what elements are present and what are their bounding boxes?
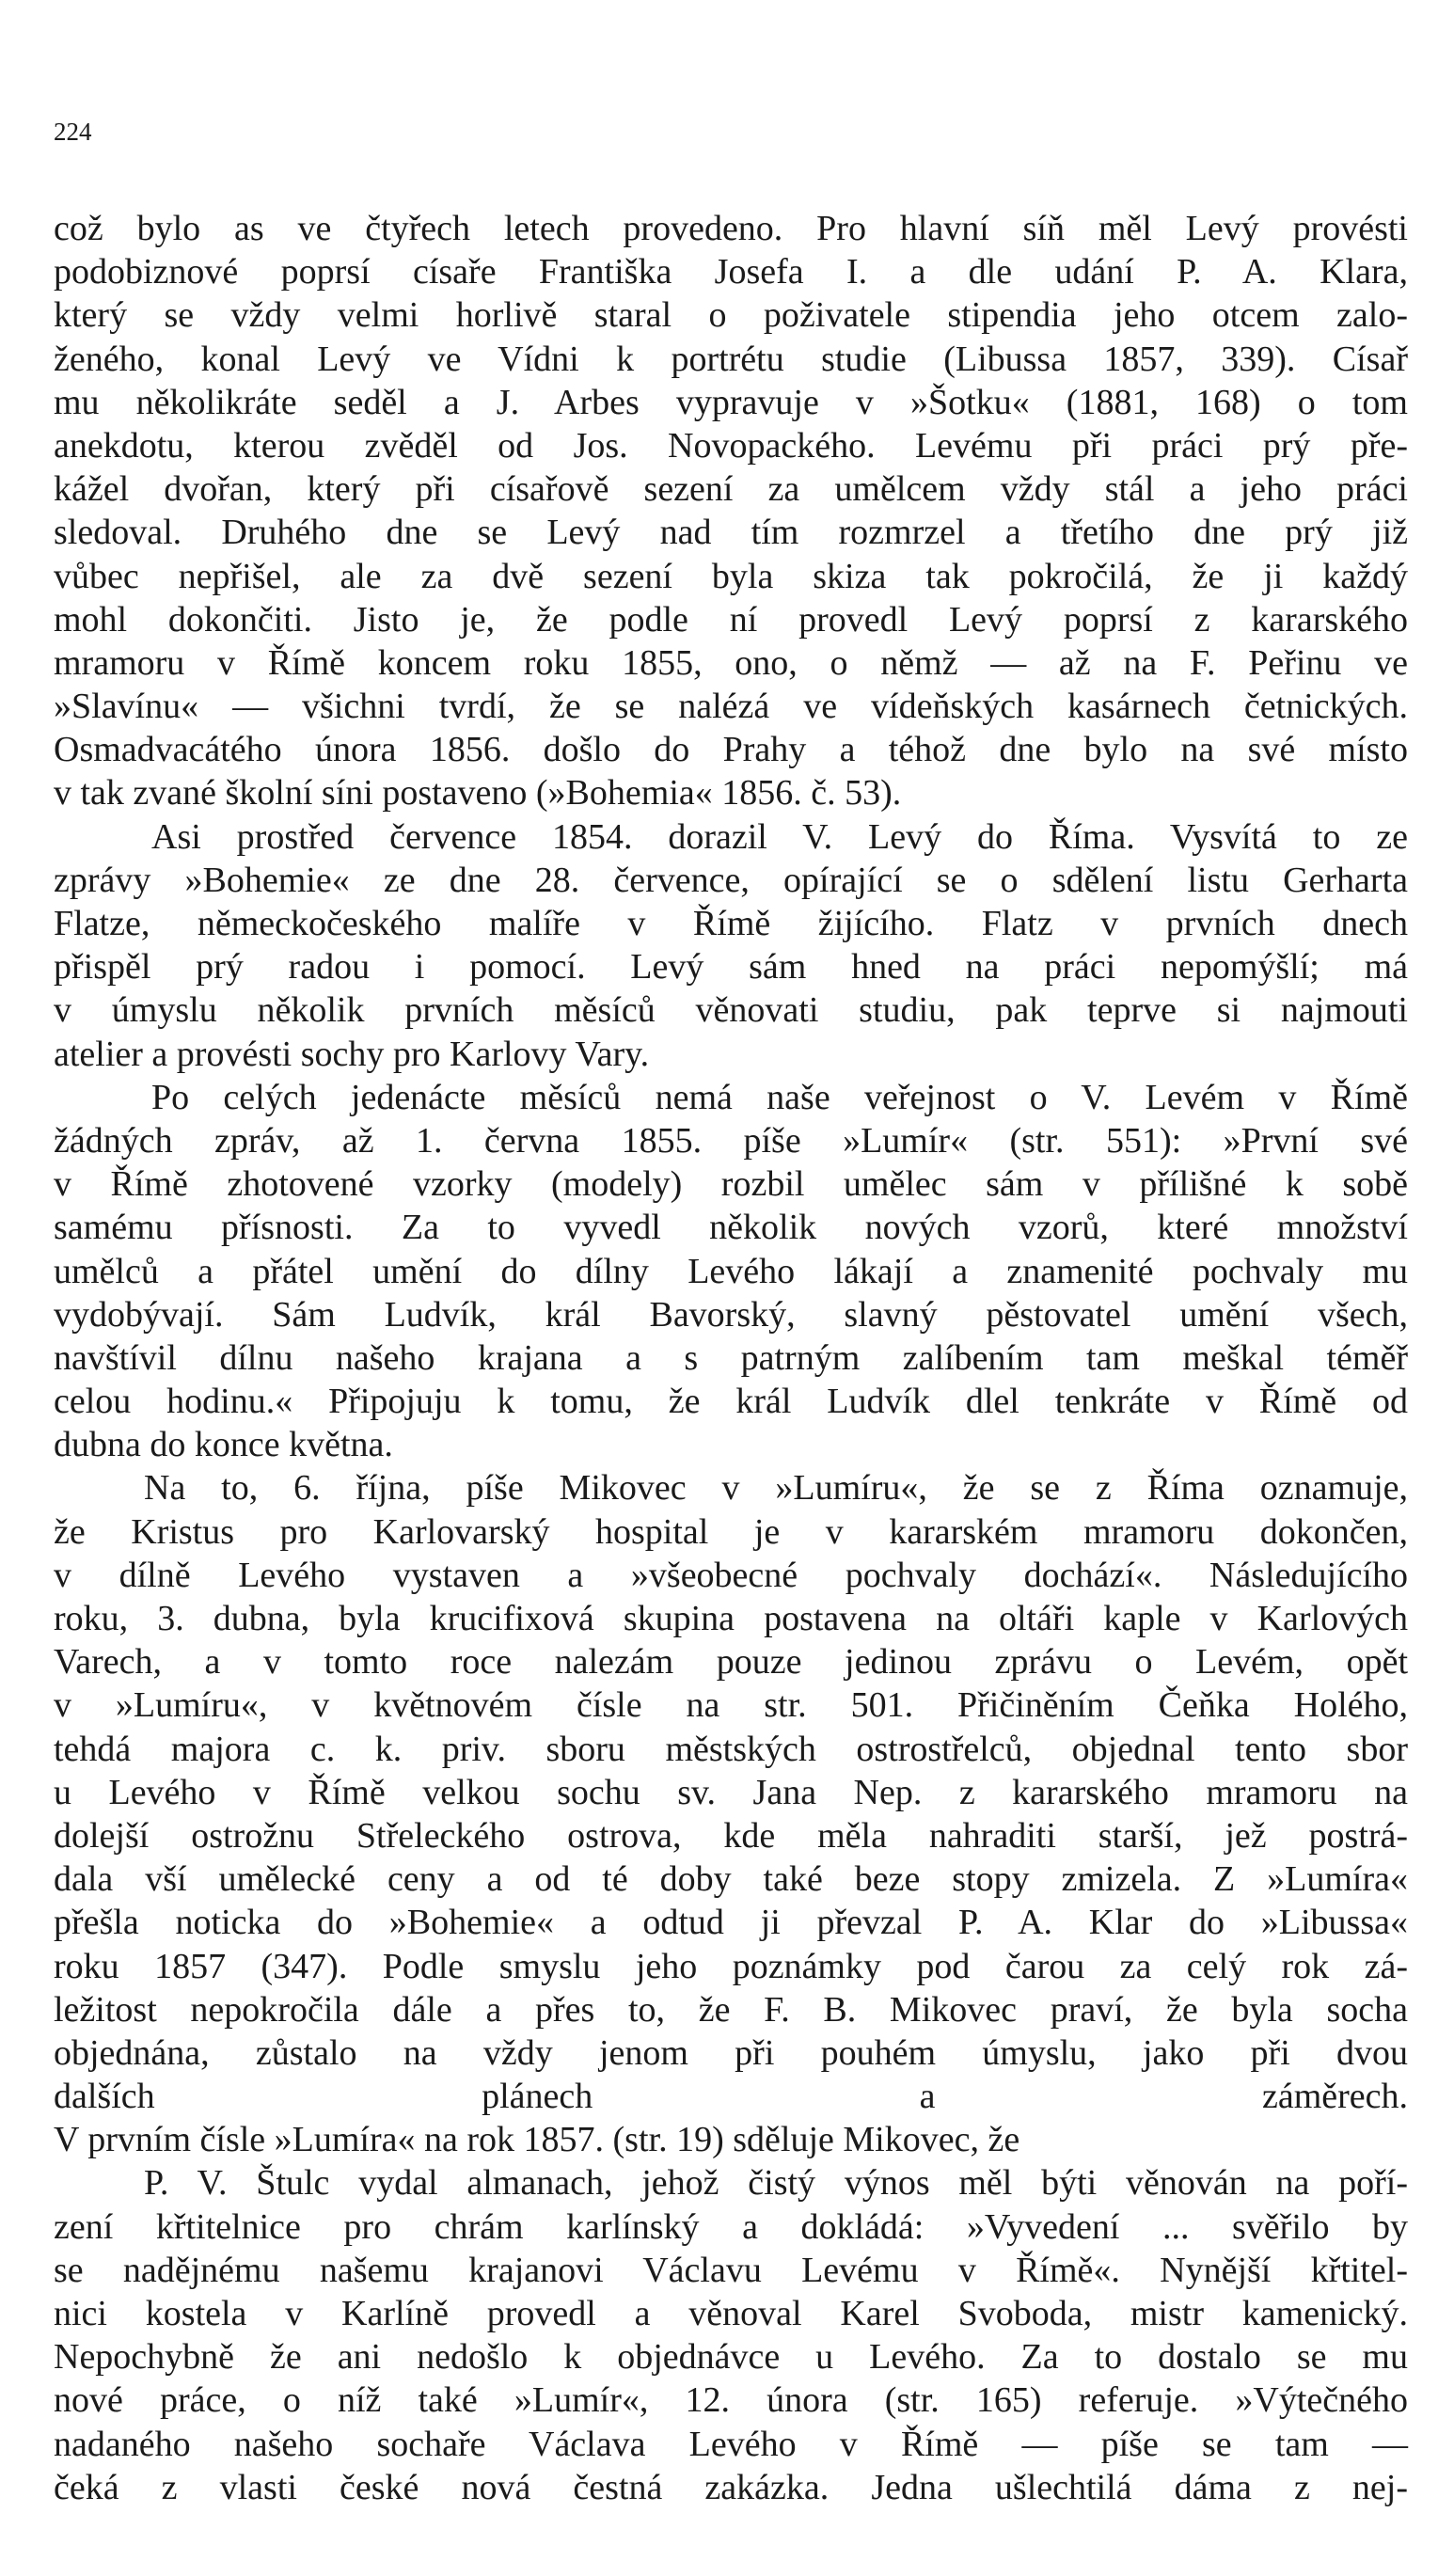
text-line: mohl dokončiti. Jisto je, že podle ní provedl Levý poprsí z kararského	[54, 599, 1408, 640]
text-line: že Kristus pro Karlovarský hospital je v kararském mramoru dokončen,	[54, 1511, 1408, 1552]
text-line: navštívil dílnu našeho krajana a s patrným zalíbením tam meškal téměř	[54, 1337, 1408, 1378]
text-line: Flatze, německočeského malíře v Římě žijícího. Flatz v prvních dnech	[54, 904, 1408, 943]
text-line: mramoru v Římě koncem roku 1855, ono, o němž — až na F. Peřinu ve	[54, 642, 1408, 683]
text-line: mu několikráte seděl a J. Arbes vypravuje v »Šotku« (1881, 168) o tom	[54, 382, 1408, 422]
text-line: přešla noticka do »Bohemie« a odtud ji převzal P. A. Klar do »Libussa«	[54, 1903, 1408, 1943]
text-line	[54, 2509, 1408, 2552]
text-line: zprávy »Bohemie« ze dne 28. července, opírající se o sdělení listu Gerharta	[54, 860, 1408, 900]
text-line: dolejší ostrožnu Střeleckého ostrova, kde měla nahraditi starší, jež postrá-	[54, 1815, 1408, 1856]
text-line: umělců a přátel umění do dílny Levého lákají a znamenité pochvaly mu	[54, 1251, 1408, 1291]
text-line: nici kostela v Karlíně provedl a věnoval Karel Svoboda, mistr kamenický.	[54, 2294, 1408, 2333]
text-line: zení křtitelnice pro chrám karlínský a dokládá: »Vyvedení ... svěřilo by	[54, 2206, 1408, 2247]
text-line: čeká z vlasti české nová čestná zakázka. Jedna ušlechtilá dáma z nej-	[54, 2467, 1408, 2507]
text-line: což bylo as ve čtyřech letech provedeno. Pro hlavní síň měl Levý provésti	[54, 209, 1408, 248]
text-line: v dílně Levého vystaven a »všeobecné pochvaly dochází«. Následujícího	[54, 1555, 1408, 1595]
text-line: roku, 3. dubna, byla krucifixová skupina postavena na oltáři kaple v Karlových	[54, 1599, 1408, 1638]
text-line: podobiznové poprsí císaře Františka Josefa I. a dle udání P. A. Klara,	[54, 252, 1408, 292]
text-line: tehdá majora c. k. priv. sboru městských ostrostřelců, objednal tento sbor	[54, 1729, 1408, 1769]
text-line: v Římě zhotovené vzorky (modely) rozbil umělec sám v přílišné k sobě	[54, 1164, 1408, 1205]
text-line: se nadějnému našemu krajanovi Václavu Levému v Římě«. Nynější křtitel-	[54, 2250, 1408, 2290]
body-text	[54, 207, 1408, 2552]
text-line: Varech, a v tomto roce nalezám pouze jedinou zprávu o Levém, opět	[54, 1642, 1408, 1683]
text-line: sledoval. Druhého dne se Levý nad tím rozmrzel a třetího dne prý již	[54, 513, 1408, 553]
text-line: Osmadvacátého února 1856. došlo do Prahy a téhož dne bylo na své místo	[54, 730, 1408, 770]
text-line: vůbec nepřišel, ale za dvě sezení byla skiza tak pokročilá, že ji každý	[54, 556, 1408, 596]
text-line: žádných zpráv, až 1. června 1855. píše »Lumír« (str. 551): »První své	[54, 1120, 1408, 1161]
paragraph-end-line: v tak zvané školní síni postaveno (»Bohemia« 1856. č. 53).	[54, 773, 902, 814]
text-line: dala vší umělecké ceny a od té doby také beze stopy zmizela. Z »Lumíra«	[54, 1859, 1408, 1900]
paragraph-start-line: Asi prostřed července 1854. dorazil V. Levý do Říma. Vysvítá to ze	[151, 816, 1408, 857]
paragraph-end-line: dubna do konce května.	[54, 1425, 393, 1465]
text-line: anekdotu, kterou zvěděl od Jos. Novopackého. Levému při práci prý pře-	[54, 425, 1408, 466]
text-line: u Levého v Římě velkou sochu sv. Jana Nep. z kararského mramoru na	[54, 1772, 1408, 1812]
text-line: nadaného našeho sochaře Václava Levého v Římě — píše se tam —	[54, 2424, 1408, 2464]
text-line: Nepochybně že ani nedošlo k objednávce u Levého. Za to dostalo se mu	[54, 2337, 1408, 2378]
text-line: celou hodinu.« Připojuju k tomu, že král Ludvík dlel tenkráte v Římě od	[54, 1382, 1408, 1422]
text-line: v úmyslu několik prvních měsíců věnovati studiu, pak teprve si najmouti	[54, 990, 1408, 1031]
text-line: roku 1857 (347). Podle smyslu jeho poznámky pod čarou za celý rok zá-	[54, 1946, 1408, 1986]
text-line: »Slavínu« — všichni tvrdí, že se nalézá ve vídeňských kasárnech četnických.	[54, 687, 1408, 727]
text-line: nové práce, o níž také »Lumír«, 12. února (str. 165) referuje. »Výtečného	[54, 2380, 1408, 2421]
text-line: ležitost nepokročila dále a přes to, že F. B. Mikovec praví, že byla socha	[54, 1989, 1408, 2030]
text-line: který se vždy velmi horlivě staral o poživatele stipendia jeho otcem zalo-	[54, 295, 1408, 336]
text-line: samému přísnosti. Za to vyvedl několik nových vzorů, které množství	[54, 1208, 1408, 1248]
text-line: v »Lumíru«, v květnovém čísle na str. 501. Přičiněním Čeňka Holého,	[54, 1685, 1408, 1726]
text-line: dalších plánech a záměrech.	[54, 2077, 1408, 2117]
text-line: vydobývají. Sám Ludvík, král Bavorský, slavný pěstovatel umění všech,	[54, 1294, 1408, 1335]
paragraph-start-line: P. V. Štulc vydal almanach, jehož čistý výnos měl býti věnován na poří-	[144, 2163, 1408, 2204]
page-number: 224	[54, 118, 92, 146]
paragraph-start-line: Na to, 6. října, píše Mikovec v »Lumíru«, že se z Říma oznamuje,	[144, 1468, 1408, 1509]
paragraph-end-line: atelier a provésti sochy pro Karlovy Vary.	[54, 1034, 650, 1074]
paragraph-start-line: Po celých jedenácte měsíců nemá naše veřejnost o V. Levém v Římě	[151, 1077, 1408, 1117]
text-line: objednána, zůstalo na vždy jenom při pouhém úmyslu, jako při dvou	[54, 2032, 1408, 2073]
text-line: přispěl prý radou i pomocí. Levý sám hned na práci nepomýšlí; má	[54, 947, 1408, 988]
text-line: ženého, konal Levý ve Vídni k portrétu studie (Libussa 1857, 339). Císař	[54, 339, 1408, 379]
paragraph-end-line: V prvním čísle »Lumíra« na rok 1857. (str. 19) sděluje Mikovec, že	[54, 2120, 1020, 2160]
text-line: kážel dvořan, který při císařově sezení za umělcem vždy stál a jeho práci	[54, 469, 1408, 510]
